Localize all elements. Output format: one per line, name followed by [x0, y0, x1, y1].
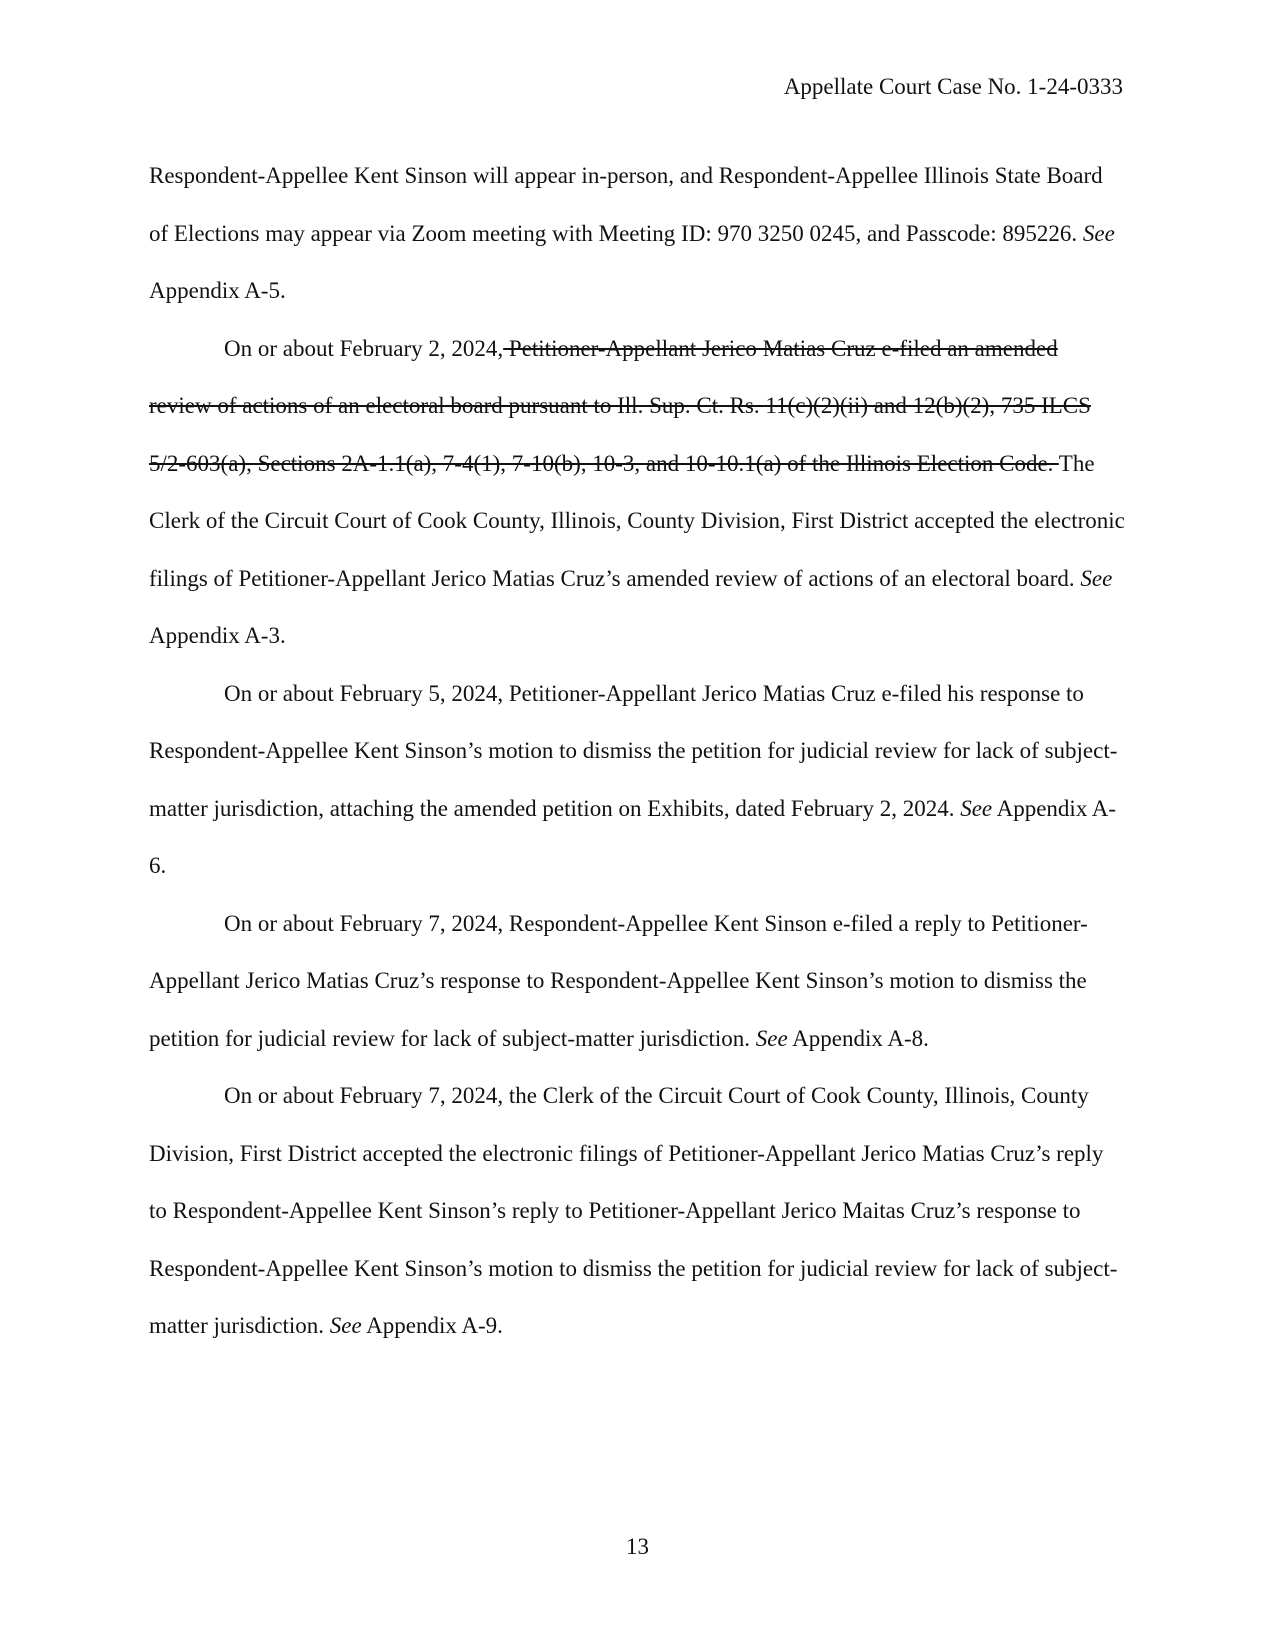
paragraph-clerk-acceptance: On or about February 7, 2024, the Clerk of the Circuit Court of Cook County, Illinois, County Division, First District accepted the electronic filings of Petitioner-Appellant Jerico Matias Cruz’s reply to Respondent-Appellee Kent Sinson’s reply to Petitioner-Appellant Jerico Maitas Cruz’s response to Respondent-Appellee Kent Sinson’s motion to dismiss the petition for judicial review for lack of subject-matter jurisdiction. See Appendix A-9.: [149, 1083, 1118, 1338]
document-body: [149, 147, 1125, 1355]
paragraph-reply-filing: On or about February 7, 2024, Respondent-Appellee Kent Sinson e-filed a reply to Petitioner-Appellant Jerico Matias Cruz’s response to Respondent-Appellee Kent Sinson’s motion to dismiss the petition for judicial review for lack of subject-matter jurisdiction. See Appendix A-8.: [149, 910, 1088, 1051]
paragraph-amended-filing: On or about February 2, 2024, Petitioner-Appellant Jerico Matias Cruz e-filed an amended review of actions of an electoral board pursuant to Ill. Sup. Ct. Rs. 11(c)(2)(ii) and 12(b)(2), 735 ILCS 5/2-603(a), Sections 2A-1.1(a), 7-4(1), 7-10(b), 10-3, and 10-10.1(a) of the Illinois Election Code. The Clerk of the Circuit Court of Cook County, Illinois, County Division, First District accepted the electronic filings of Petitioner-Appellant Jerico Matias Cruz’s amended review of actions of an electoral board. See Appendix A-3.: [149, 335, 1125, 648]
signal-see: See: [755, 1025, 788, 1051]
paragraph-hearing-appearance: Respondent-Appellee Kent Sinson will appear in-person, and Respondent-Appellee Illinois State Board of Elections may appear via Zoom meeting with Meeting ID: 970 3250 0245, and Passcode: 895226. See Appendix A-5.: [149, 163, 1115, 303]
page-number: 13: [626, 1534, 649, 1559]
struck-text: Petitioner-Appellant Jerico Matias Cruz e-filed an amended review of actions of an electoral board pursuant to Ill. Sup. Ct. Rs. 11(c)(2)(ii) and 12(b)(2), 735 ILCS 5/2-603(a), Sections 2A-1.1(a), 7-4(1), 7-10(b), 10-3, and 10-10.1(a) of the Illinois Election Code.: [149, 335, 1091, 476]
signal-see: See: [960, 795, 993, 821]
case-number-header: Appellate Court Case No. 1-24-0333: [783, 74, 1123, 99]
paragraph-response-filing: On or about February 5, 2024, Petitioner-Appellant Jerico Matias Cruz e-filed his response to Respondent-Appellee Kent Sinson’s motion to dismiss the petition for judicial review for lack of subject-matter jurisdiction, attaching the amended petition on Exhibits, dated February 2, 2024. See Appendix A-6.: [149, 680, 1118, 878]
signal-see: See: [1080, 565, 1113, 591]
signal-see: See: [329, 1313, 362, 1338]
signal-see: See: [1082, 220, 1115, 246]
